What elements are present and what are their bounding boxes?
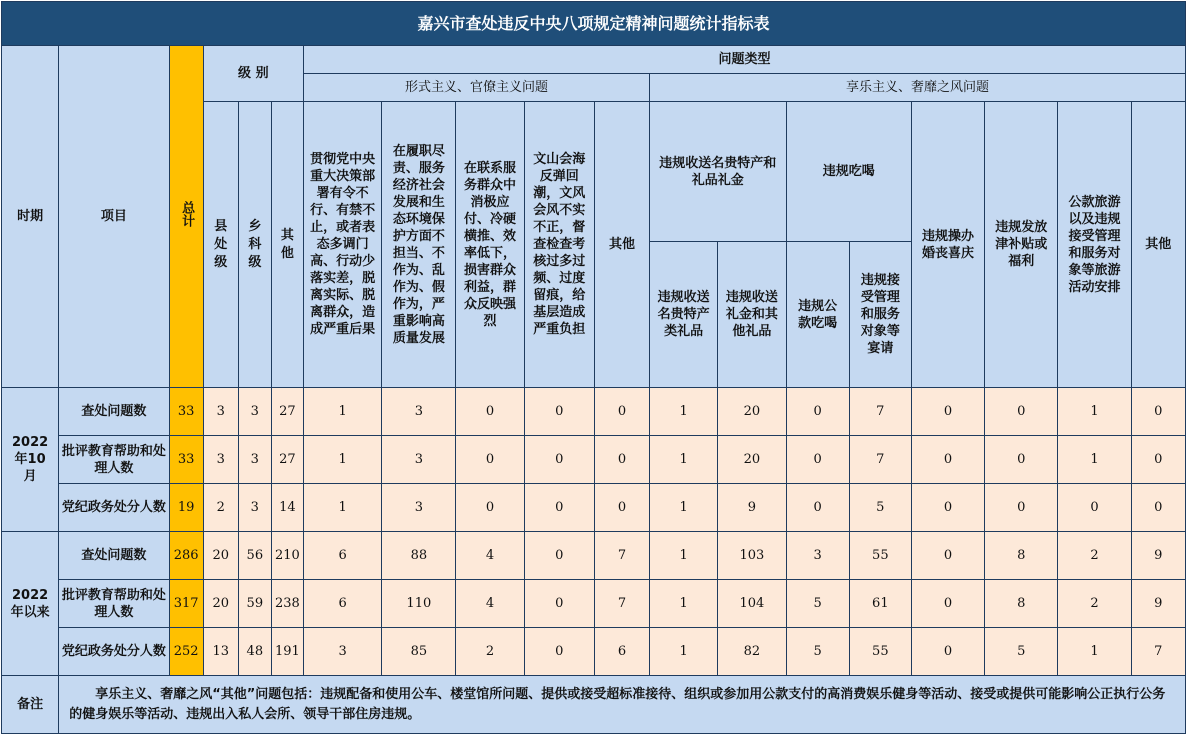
header-eat-group: 违规吃喝	[786, 102, 911, 242]
remark-label: 备注	[2, 676, 59, 734]
cell: 61	[849, 580, 911, 628]
cell: 3	[203, 436, 238, 484]
table-row	[2, 532, 1186, 580]
cell: 2	[1058, 532, 1131, 580]
cell: 0	[524, 388, 594, 436]
cell: 85	[382, 628, 456, 676]
cell: 6	[303, 532, 381, 580]
header-allowance: 违规发放津补贴或福利	[985, 102, 1058, 388]
statistics-table	[1, 1, 1186, 734]
cell: 0	[594, 484, 649, 532]
cell: 20	[203, 580, 238, 628]
page-title: 嘉兴市查处违反中央八项规定精神问题统计指标表	[2, 2, 1186, 46]
cell: 20	[203, 532, 238, 580]
row-total: 33	[169, 436, 203, 484]
header-gifts-specialty: 违规收送名贵特产类礼品	[650, 242, 718, 388]
header-hedonism-other: 其他	[1131, 102, 1185, 388]
cell: 191	[271, 628, 303, 676]
cell: 55	[849, 628, 911, 676]
table-row	[2, 580, 1186, 628]
header-level-other: 其他	[271, 102, 303, 388]
cell: 210	[271, 532, 303, 580]
cell: 0	[524, 628, 594, 676]
cell: 0	[911, 436, 984, 484]
cell: 103	[718, 532, 786, 580]
cell: 27	[271, 388, 303, 436]
cell: 1	[650, 580, 718, 628]
row-total: 252	[169, 628, 203, 676]
table-row	[2, 484, 1186, 532]
header-formalism-4: 文山会海反弹回潮，文风会风不实不正，督查检查考核过多过频、过度留痕，给基层造成严重负担	[524, 102, 594, 388]
cell: 0	[1131, 484, 1185, 532]
cell: 5	[786, 628, 849, 676]
header-formalism-3: 在联系服务群众中消极应付、冷硬横推、效率低下，损害群众利益，群众反映强烈	[456, 102, 524, 388]
header-weddings: 违规操办婚丧喜庆	[911, 102, 984, 388]
cell: 3	[238, 436, 271, 484]
cell: 6	[594, 628, 649, 676]
cell: 7	[849, 388, 911, 436]
table-row	[2, 436, 1186, 484]
row-item: 党纪政务处分人数	[59, 628, 169, 676]
cell: 1	[650, 436, 718, 484]
cell: 0	[911, 628, 984, 676]
header-eat-banquet: 违规接受管理和服务对象等宴请	[849, 242, 911, 388]
cell: 1	[650, 532, 718, 580]
cell: 1	[1058, 388, 1131, 436]
cell: 0	[594, 436, 649, 484]
cell: 1	[650, 628, 718, 676]
cell: 0	[911, 580, 984, 628]
cell: 0	[1131, 436, 1185, 484]
cell: 4	[456, 580, 524, 628]
period-label: 2022年10月	[2, 388, 59, 532]
cell: 7	[594, 532, 649, 580]
table-row	[2, 388, 1186, 436]
cell: 0	[524, 484, 594, 532]
header-period: 时期	[2, 46, 59, 388]
period-label: 2022年以来	[2, 532, 59, 676]
cell: 110	[382, 580, 456, 628]
cell: 1	[303, 388, 381, 436]
cell: 3	[303, 628, 381, 676]
cell: 4	[456, 532, 524, 580]
cell: 9	[1131, 532, 1185, 580]
cell: 7	[594, 580, 649, 628]
cell: 3	[203, 388, 238, 436]
cell: 9	[1131, 580, 1185, 628]
cell: 9	[718, 484, 786, 532]
row-item: 查处问题数	[59, 532, 169, 580]
header-formalism: 形式主义、官僚主义问题	[303, 74, 649, 102]
cell: 7	[849, 436, 911, 484]
cell: 0	[911, 532, 984, 580]
row-total: 286	[169, 532, 203, 580]
cell: 0	[524, 436, 594, 484]
cell: 1	[303, 436, 381, 484]
row-total: 317	[169, 580, 203, 628]
cell: 1	[650, 484, 718, 532]
cell: 13	[203, 628, 238, 676]
cell: 0	[1131, 388, 1185, 436]
header-formalism-other: 其他	[594, 102, 649, 388]
remark-text: 享乐主义、奢靡之风“其他”问题包括：违规配备和使用公车、楼堂馆所问题、提供或接受超标准接待、组织或参加用公款支付的高消费娱乐健身等活动、接受或提供可能影响公正执行公务的健身娱乐等活动、违规出入私人会所、领导干部住房违规。	[59, 676, 1186, 734]
header-level: 级 别	[203, 46, 303, 102]
cell: 56	[238, 532, 271, 580]
cell: 3	[382, 484, 456, 532]
cell: 5	[849, 484, 911, 532]
cell: 104	[718, 580, 786, 628]
cell: 20	[718, 388, 786, 436]
header-formalism-1: 贯彻党中央重大决策部署有令不行、有禁不止，或者表态多调门高、行动少落实差，脱离实际、脱离群众，造成严重后果	[303, 102, 381, 388]
cell: 0	[524, 580, 594, 628]
header-problem-type: 问题类型	[303, 46, 1185, 74]
cell: 5	[985, 628, 1058, 676]
header-gifts-group: 违规收送名贵特产和礼品礼金	[650, 102, 786, 242]
header-travel: 公款旅游以及违规接受管理和服务对象等旅游活动安排	[1058, 102, 1131, 388]
cell: 0	[911, 484, 984, 532]
row-item: 党纪政务处分人数	[59, 484, 169, 532]
cell: 1	[1058, 436, 1131, 484]
cell: 3	[382, 436, 456, 484]
header-item: 项目	[59, 46, 169, 388]
row-item: 批评教育帮助和处理人数	[59, 580, 169, 628]
cell: 0	[985, 436, 1058, 484]
header-formalism-2: 在履职尽责、服务经济社会发展和生态环境保护方面不担当、不作为、乱作为、假作为，严重影响高质量发展	[382, 102, 456, 388]
cell: 0	[456, 388, 524, 436]
cell: 6	[303, 580, 381, 628]
cell: 0	[911, 388, 984, 436]
header-level-township: 乡科级	[238, 102, 271, 388]
cell: 55	[849, 532, 911, 580]
cell: 1	[650, 388, 718, 436]
cell: 0	[456, 436, 524, 484]
header-total: 总计	[169, 46, 203, 388]
cell: 88	[382, 532, 456, 580]
cell: 14	[271, 484, 303, 532]
cell: 20	[718, 436, 786, 484]
row-total: 19	[169, 484, 203, 532]
cell: 0	[786, 436, 849, 484]
cell: 0	[786, 388, 849, 436]
cell: 27	[271, 436, 303, 484]
cell: 7	[1131, 628, 1185, 676]
row-item: 查处问题数	[59, 388, 169, 436]
cell: 3	[786, 532, 849, 580]
cell: 0	[1058, 484, 1131, 532]
cell: 8	[985, 580, 1058, 628]
cell: 0	[985, 388, 1058, 436]
header-eat-public: 违规公款吃喝	[786, 242, 849, 388]
row-item: 批评教育帮助和处理人数	[59, 436, 169, 484]
header-level-county: 县处级	[203, 102, 238, 388]
cell: 3	[238, 388, 271, 436]
cell: 5	[786, 580, 849, 628]
cell: 0	[985, 484, 1058, 532]
row-total: 33	[169, 388, 203, 436]
cell: 0	[786, 484, 849, 532]
cell: 2	[203, 484, 238, 532]
cell: 0	[594, 388, 649, 436]
table-row	[2, 628, 1186, 676]
cell: 238	[271, 580, 303, 628]
cell: 2	[1058, 580, 1131, 628]
header-gifts-cash: 违规收送礼金和其他礼品	[718, 242, 786, 388]
cell: 3	[382, 388, 456, 436]
cell: 3	[238, 484, 271, 532]
cell: 0	[524, 532, 594, 580]
cell: 48	[238, 628, 271, 676]
cell: 1	[303, 484, 381, 532]
cell: 82	[718, 628, 786, 676]
header-hedonism: 享乐主义、奢靡之风问题	[650, 74, 1186, 102]
cell: 1	[1058, 628, 1131, 676]
cell: 59	[238, 580, 271, 628]
cell: 0	[456, 484, 524, 532]
cell: 8	[985, 532, 1058, 580]
cell: 2	[456, 628, 524, 676]
